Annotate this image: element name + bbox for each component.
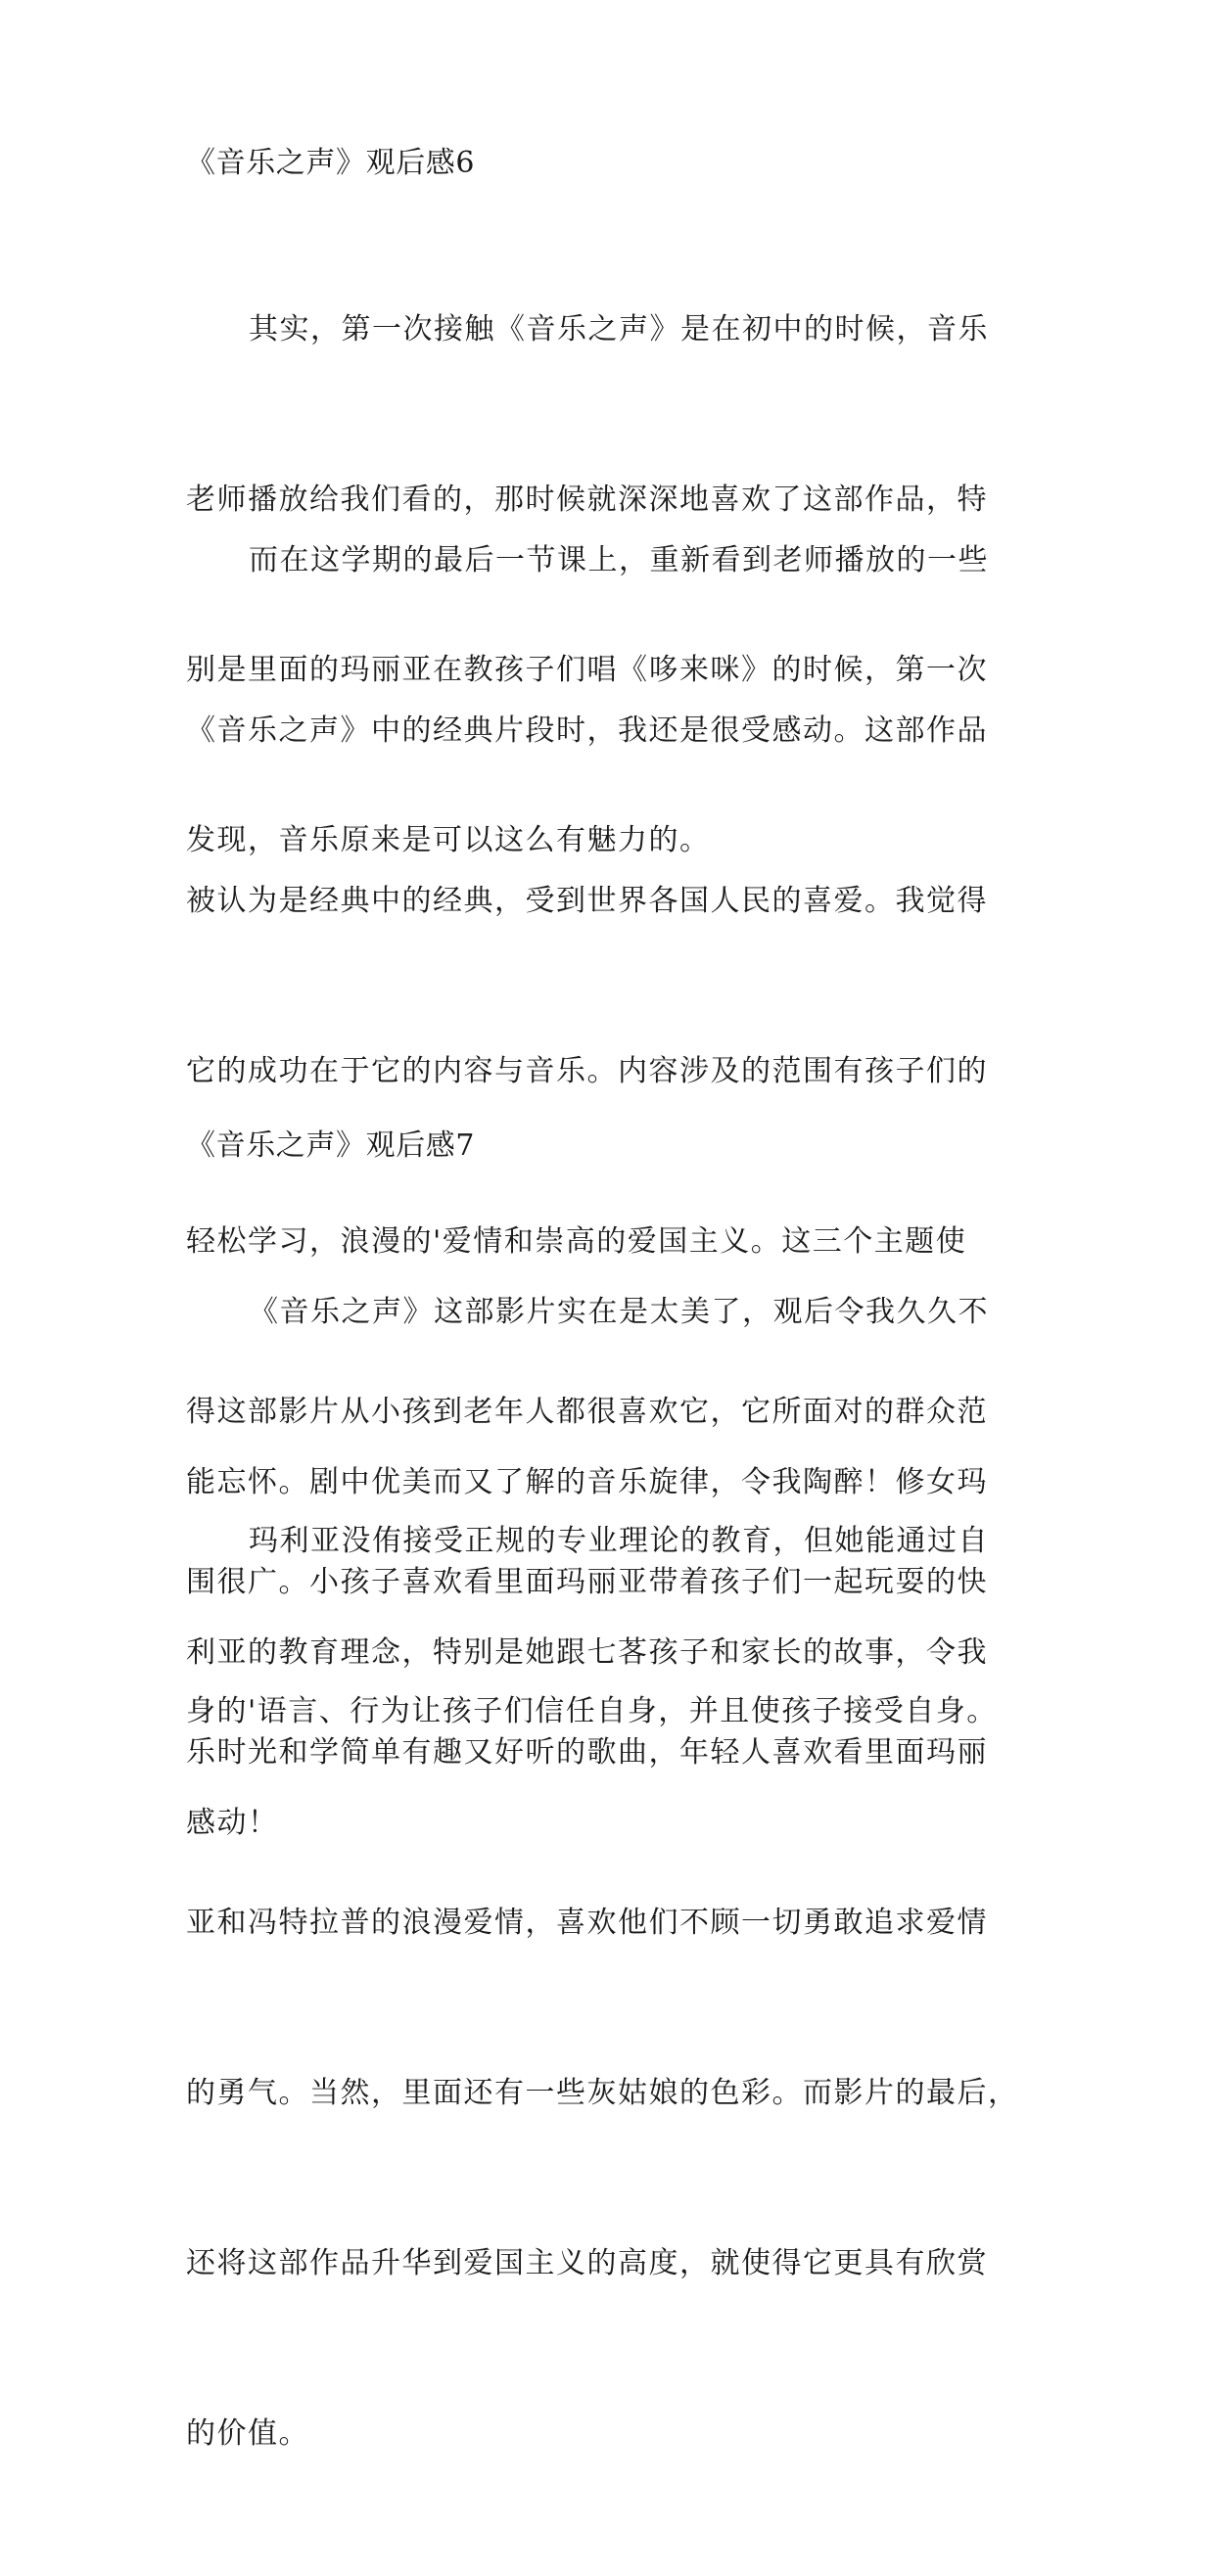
text-line: 得这部影片从小孩到老年人都很喜欢它，它所面对的群众范 [186, 1395, 988, 1429]
text-line: 其实，第一次接触《音乐之声》是在初中的时候，音乐 [249, 312, 989, 346]
text-line: 被认为是经典中的经典，受到世界各国人民的喜爱。我觉得 [186, 884, 988, 918]
text-line: 《音乐之声》这部影片实在是太美了，观后令我久久不 [249, 1295, 989, 1329]
text-line: 发现，音乐原来是可以这么有魅力的。 [186, 823, 711, 857]
text-line: 的勇气。当然，里面还有一些灰姑娘的色彩。而影片的最后， [186, 2076, 1019, 2110]
section-7-paragraph-2 [186, 1400, 1028, 1854]
text-line: 而在这学期的最后一节课上，重新看到老师播放的一些 [249, 543, 989, 577]
text-line: 利亚的教育理念，特别是她跟七茖孩子和家长的故事，令我 [186, 1635, 988, 1670]
text-line: 感动！ [186, 1806, 279, 1840]
text-line: 能忘怀。剧中优美而又了解的音乐旋律，令我陶醉！修女玛 [186, 1465, 988, 1499]
text-line: 老师播放给我们看的，那时候就深深地喜欢了这部作品，特 [186, 483, 988, 517]
text-line: 它的成功在于它的内容与音乐。内容涉及的范围有孩子们的 [186, 1054, 988, 1088]
text-line: 玛利亚没侑接受正规的专业理论的教育，但她能通过自 [249, 1524, 989, 1558]
text-line: 乐时光和学简单有趣又好听的歌曲，年轻人喜欢看里面玛丽 [186, 1735, 988, 1770]
text-line: 身的'语言、行为让孩子们信任自身，并且使孩子接受自身。 [186, 1694, 998, 1728]
text-line: 围很广。小孩子喜欢看里面玛丽亚带着孩子们一起玩耍的快 [186, 1565, 988, 1599]
text-line: 《音乐之声》中的经典片段时，我还是很受感动。这部作品 [186, 713, 988, 748]
text-line: 轻松学习，浪漫的'爱情和崇高的爱国主义。这三个主题使 [186, 1224, 967, 1259]
text-line: 还将这部作品升华到爱国主义的高度，就使得它更具有欣赏 [186, 2246, 988, 2280]
section-6-heading: 《音乐之声》观后感6 [186, 146, 476, 180]
section-7-heading: 《音乐之声》观后感7 [186, 1128, 476, 1163]
text-line: 亚和冯特拉普的浪漫爱情，喜欢他们不顾一切勇敢追求爱情 [186, 1906, 988, 1940]
text-line: 别是里面的玛丽亚在教孩子们唱《哆来咪》的时候，第一次 [186, 653, 988, 687]
text-line: 的价值。 [186, 2416, 309, 2451]
